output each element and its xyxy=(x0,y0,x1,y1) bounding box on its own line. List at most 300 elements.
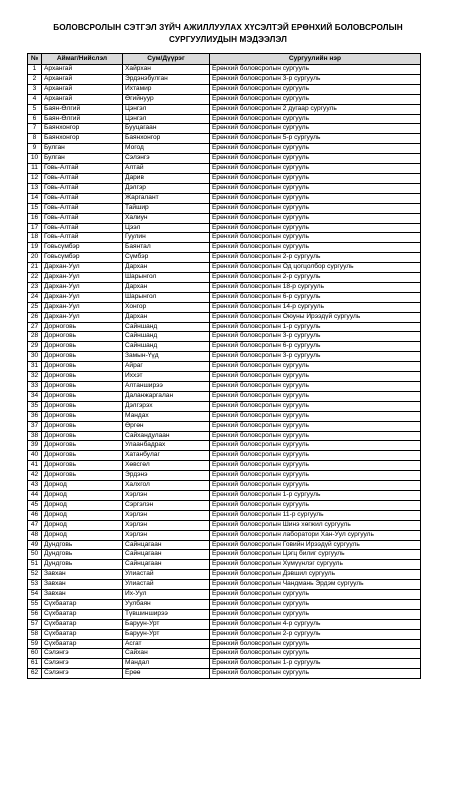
row-sum: Өргөн xyxy=(123,421,210,431)
row-sum: Сэлэнгэ xyxy=(123,154,210,164)
table-row xyxy=(28,193,421,203)
row-school-name: Ерөнхий боловсролын 18-р сургууль xyxy=(210,282,421,292)
row-school-name: Ерөнхий боловсролын сургууль xyxy=(210,649,421,659)
row-sum: Цэнгэл xyxy=(123,114,210,124)
row-sum: Дархан xyxy=(123,282,210,292)
row-school-name: Ерөнхий боловсролын Говийн Ирээдүй сургууль xyxy=(210,540,421,550)
row-number: 13 xyxy=(28,183,42,193)
row-aimag: Архангай xyxy=(42,65,123,75)
row-sum: Хатанбулаг xyxy=(123,451,210,461)
row-sum: Хэрлэн xyxy=(123,530,210,540)
row-number: 30 xyxy=(28,352,42,362)
table-row xyxy=(28,411,421,421)
row-aimag: Говь-Алтай xyxy=(42,233,123,243)
row-school-name: Ерөнхий боловсролын сургууль xyxy=(210,223,421,233)
row-sum: Хэрлэн xyxy=(123,510,210,520)
row-sum: Дарив xyxy=(123,173,210,183)
row-sum: Сэргэлэн xyxy=(123,500,210,510)
table-row xyxy=(28,391,421,401)
row-sum: Сүмбэр xyxy=(123,253,210,263)
row-number: 31 xyxy=(28,362,42,372)
row-sum: Дэлгэр xyxy=(123,183,210,193)
row-aimag: Дорноговь xyxy=(42,391,123,401)
row-number: 22 xyxy=(28,273,42,283)
row-number: 2 xyxy=(28,74,42,84)
table-row xyxy=(28,65,421,75)
table-row xyxy=(28,649,421,659)
table-row xyxy=(28,401,421,411)
row-school-name: Ерөнхий боловсролын 4-р сургууль xyxy=(210,619,421,629)
row-sum: Эрдэнэбулган xyxy=(123,74,210,84)
row-sum: Сайнцагаан xyxy=(123,560,210,570)
row-school-name: Ерөнхий боловсролын 5-р сургууль xyxy=(210,134,421,144)
row-school-name: Ерөнхий боловсролын 2-р сургууль xyxy=(210,629,421,639)
row-aimag: Булган xyxy=(42,144,123,154)
table-row xyxy=(28,362,421,372)
row-sum: Даланжаргалан xyxy=(123,391,210,401)
row-number: 9 xyxy=(28,144,42,154)
table-row xyxy=(28,609,421,619)
table-row xyxy=(28,471,421,481)
row-number: 51 xyxy=(28,560,42,570)
row-school-name: Ерөнхий боловсролын сургууль xyxy=(210,382,421,392)
table-row xyxy=(28,382,421,392)
row-sum: Дэлгэрэх xyxy=(123,401,210,411)
row-school-name: Ерөнхий боловсролын сургууль xyxy=(210,362,421,372)
row-sum: Хэрлэн xyxy=(123,490,210,500)
row-school-name: Ерөнхий боловсролын сургууль xyxy=(210,154,421,164)
row-aimag: Завхан xyxy=(42,580,123,590)
row-number: 38 xyxy=(28,431,42,441)
row-number: 54 xyxy=(28,590,42,600)
row-number: 62 xyxy=(28,669,42,679)
row-aimag: Дорноговь xyxy=(42,352,123,362)
row-aimag: Дорноговь xyxy=(42,441,123,451)
row-number: 15 xyxy=(28,203,42,213)
row-number: 1 xyxy=(28,65,42,75)
row-aimag: Дундговь xyxy=(42,560,123,570)
row-number: 55 xyxy=(28,599,42,609)
row-number: 34 xyxy=(28,391,42,401)
table-row xyxy=(28,451,421,461)
row-aimag: Дорноговь xyxy=(42,332,123,342)
table-row xyxy=(28,134,421,144)
row-aimag: Сүхбаатар xyxy=(42,629,123,639)
row-school-name: Ерөнхий боловсролын 6-р сургууль xyxy=(210,292,421,302)
row-aimag: Архангай xyxy=(42,94,123,104)
row-school-name: Ерөнхий боловсролын сургууль xyxy=(210,65,421,75)
table-row xyxy=(28,263,421,273)
row-school-name: Ерөнхий боловсролын сургууль xyxy=(210,372,421,382)
row-sum: Эрдэнэ xyxy=(123,471,210,481)
table-row xyxy=(28,659,421,669)
row-number: 29 xyxy=(28,342,42,352)
row-school-name: Ерөнхий боловсролын сургууль xyxy=(210,193,421,203)
row-aimag: Дундговь xyxy=(42,540,123,550)
row-aimag: Говьсүмбэр xyxy=(42,243,123,253)
row-sum: Сайхандулаан xyxy=(123,431,210,441)
row-school-name: Ерөнхий боловсролын сургууль xyxy=(210,213,421,223)
row-aimag: Дорноговь xyxy=(42,421,123,431)
table-row xyxy=(28,560,421,570)
row-number: 3 xyxy=(28,84,42,94)
row-aimag: Архангай xyxy=(42,74,123,84)
row-school-name: Ерөнхий боловсролын сургууль xyxy=(210,421,421,431)
table-row xyxy=(28,481,421,491)
row-aimag: Сүхбаатар xyxy=(42,639,123,649)
table-row xyxy=(28,84,421,94)
row-sum: Алтанширээ xyxy=(123,382,210,392)
table-row xyxy=(28,203,421,213)
row-number: 16 xyxy=(28,213,42,223)
table-row xyxy=(28,322,421,332)
row-school-name: Ерөнхий боловсролын 14-р сургууль xyxy=(210,302,421,312)
row-number: 5 xyxy=(28,104,42,114)
row-sum: Мандах xyxy=(123,411,210,421)
row-number: 40 xyxy=(28,451,42,461)
row-sum: Цэнгэл xyxy=(123,104,210,114)
row-aimag: Дархан-Уул xyxy=(42,282,123,292)
table-row xyxy=(28,441,421,451)
row-number: 60 xyxy=(28,649,42,659)
row-number: 48 xyxy=(28,530,42,540)
row-aimag: Дорноговь xyxy=(42,451,123,461)
row-aimag: Сэлэнгэ xyxy=(42,669,123,679)
row-school-name: Ерөнхий боловсролын сургууль xyxy=(210,669,421,679)
row-sum: Халиун xyxy=(123,213,210,223)
row-aimag: Баянхонгор xyxy=(42,134,123,144)
table-row xyxy=(28,352,421,362)
row-aimag: Сүхбаатар xyxy=(42,619,123,629)
table-row xyxy=(28,530,421,540)
row-school-name: Ерөнхий боловсролын сургууль xyxy=(210,173,421,183)
row-sum: Шарынгол xyxy=(123,292,210,302)
title-line-1: БОЛОВСРОЛЫН СЭТГЭЛ ЗҮЙЧ АЖИЛЛУУЛАХ ХҮСЭЛТЭЙ ЕРӨНХИЙ БОЛОВСРОЛЫН xyxy=(53,23,403,32)
row-school-name: Ерөнхий боловсролын 1-р сургууль xyxy=(210,322,421,332)
table-row xyxy=(28,302,421,312)
table-row xyxy=(28,461,421,471)
table-row xyxy=(28,669,421,679)
row-aimag: Дорноговь xyxy=(42,431,123,441)
row-number: 44 xyxy=(28,490,42,500)
row-aimag: Дорноговь xyxy=(42,461,123,471)
table-row xyxy=(28,124,421,134)
row-sum: Хөвсгөл xyxy=(123,461,210,471)
table-row xyxy=(28,619,421,629)
row-sum: Алтай xyxy=(123,164,210,174)
table-row xyxy=(28,223,421,233)
row-school-name: Ерөнхий боловсролын Чандмань Эрдэм сургууль xyxy=(210,580,421,590)
table-row xyxy=(28,332,421,342)
row-school-name: Ерөнхий боловсролын Цэгц билиг сургууль xyxy=(210,550,421,560)
table-row xyxy=(28,292,421,302)
row-aimag: Говь-Алтай xyxy=(42,213,123,223)
table-row xyxy=(28,570,421,580)
row-school-name: Ерөнхий боловсролын сургууль xyxy=(210,401,421,411)
row-aimag: Говь-Алтай xyxy=(42,164,123,174)
row-sum: Сайншанд xyxy=(123,332,210,342)
table-row xyxy=(28,213,421,223)
row-school-name: Ерөнхий боловсролын сургууль xyxy=(210,590,421,600)
row-school-name: Ерөнхий боловсролын 1-р сургууль xyxy=(210,659,421,669)
row-aimag: Дархан-Уул xyxy=(42,263,123,273)
row-sum: Түвшинширээ xyxy=(123,609,210,619)
row-number: 20 xyxy=(28,253,42,263)
row-sum: Уулбаян xyxy=(123,599,210,609)
row-sum: Сайнцагаан xyxy=(123,550,210,560)
row-aimag: Дархан-Уул xyxy=(42,302,123,312)
row-aimag: Дорнод xyxy=(42,481,123,491)
row-school-name: Ерөнхий боловсролын сургууль xyxy=(210,124,421,134)
table-row xyxy=(28,342,421,352)
row-number: 26 xyxy=(28,312,42,322)
row-number: 59 xyxy=(28,639,42,649)
table-row xyxy=(28,510,421,520)
table-row xyxy=(28,599,421,609)
row-number: 25 xyxy=(28,302,42,312)
row-sum: Улиастай xyxy=(123,580,210,590)
row-aimag: Дорноговь xyxy=(42,401,123,411)
row-school-name: Ерөнхий боловсролын сургууль xyxy=(210,471,421,481)
table-row xyxy=(28,164,421,174)
table-row xyxy=(28,520,421,530)
row-aimag: Дорноговь xyxy=(42,362,123,372)
table-row xyxy=(28,144,421,154)
row-number: 24 xyxy=(28,292,42,302)
row-school-name: Ерөнхий боловсролын сургууль xyxy=(210,461,421,471)
row-school-name: Ерөнхий боловсролын сургууль xyxy=(210,164,421,174)
row-sum: Улаанбадрах xyxy=(123,441,210,451)
row-number: 21 xyxy=(28,263,42,273)
row-number: 19 xyxy=(28,243,42,253)
row-number: 47 xyxy=(28,520,42,530)
row-number: 37 xyxy=(28,421,42,431)
row-number: 33 xyxy=(28,382,42,392)
row-sum: Дархан xyxy=(123,312,210,322)
row-aimag: Дорноговь xyxy=(42,372,123,382)
row-school-name: Ерөнхий боловсролын Хүмүүнлэг сургууль xyxy=(210,560,421,570)
row-number: 52 xyxy=(28,570,42,580)
row-sum: Замын-Үүд xyxy=(123,352,210,362)
table-header-row xyxy=(28,54,421,65)
row-school-name: Ерөнхий боловсролын сургууль xyxy=(210,609,421,619)
row-sum: Мандал xyxy=(123,659,210,669)
table-row xyxy=(28,243,421,253)
row-school-name: Ерөнхий боловсролын сургууль xyxy=(210,84,421,94)
row-aimag: Сэлэнгэ xyxy=(42,649,123,659)
row-school-name: Ерөнхий боловсролын сургууль xyxy=(210,94,421,104)
row-school-name: Ерөнхий боловсролын Дэвшил сургууль xyxy=(210,570,421,580)
row-aimag: Говьсүмбэр xyxy=(42,253,123,263)
row-sum: Тайшир xyxy=(123,203,210,213)
row-school-name: Ерөнхий боловсролын сургууль xyxy=(210,391,421,401)
row-number: 11 xyxy=(28,164,42,174)
row-number: 58 xyxy=(28,629,42,639)
row-aimag: Дорноговь xyxy=(42,342,123,352)
row-school-name: Ерөнхий боловсролын сургууль xyxy=(210,431,421,441)
row-aimag: Дорнод xyxy=(42,490,123,500)
row-number: 50 xyxy=(28,550,42,560)
table-row xyxy=(28,312,421,322)
row-school-name: Ерөнхий боловсролын сургууль xyxy=(210,233,421,243)
row-school-name: Ерөнхий боловсролын 2-р сургууль xyxy=(210,273,421,283)
row-school-name: Ерөнхий боловсролын сургууль xyxy=(210,243,421,253)
row-school-name: Ерөнхий боловсролын 2-р сургууль xyxy=(210,253,421,263)
row-aimag: Баянхонгор xyxy=(42,124,123,134)
table-row xyxy=(28,253,421,263)
row-number: 17 xyxy=(28,223,42,233)
row-aimag: Дундговь xyxy=(42,550,123,560)
table-row xyxy=(28,590,421,600)
header-number: № xyxy=(28,54,42,65)
row-number: 61 xyxy=(28,659,42,669)
row-sum: Баруун-Урт xyxy=(123,629,210,639)
header-school-name: Сургуулийн нэр xyxy=(210,54,421,65)
row-school-name: Ерөнхий боловсролын лаборатори Хан-Уул сургууль xyxy=(210,530,421,540)
table-row xyxy=(28,114,421,124)
row-sum: Цээл xyxy=(123,223,210,233)
row-number: 23 xyxy=(28,282,42,292)
row-school-name: Ерөнхий боловсролын сургууль xyxy=(210,203,421,213)
row-school-name: Ерөнхий боловсролын сургууль xyxy=(210,500,421,510)
table-row xyxy=(28,104,421,114)
row-aimag: Сүхбаатар xyxy=(42,609,123,619)
row-number: 45 xyxy=(28,500,42,510)
row-number: 6 xyxy=(28,114,42,124)
table-row xyxy=(28,580,421,590)
row-sum: Өгийнуур xyxy=(123,94,210,104)
row-number: 42 xyxy=(28,471,42,481)
row-school-name: Ерөнхий боловсролын 6-р сургууль xyxy=(210,342,421,352)
row-number: 36 xyxy=(28,411,42,421)
row-sum: Асгат xyxy=(123,639,210,649)
row-school-name: Ерөнхий боловсролын 1-р сургууль xyxy=(210,490,421,500)
row-number: 32 xyxy=(28,372,42,382)
table-row xyxy=(28,233,421,243)
row-aimag: Говь-Алтай xyxy=(42,173,123,183)
row-sum: Баруун-Урт xyxy=(123,619,210,629)
row-number: 43 xyxy=(28,481,42,491)
row-school-name: Ерөнхий боловсролын сургууль xyxy=(210,599,421,609)
row-number: 46 xyxy=(28,510,42,520)
table-row xyxy=(28,500,421,510)
row-aimag: Дорнод xyxy=(42,500,123,510)
row-number: 18 xyxy=(28,233,42,243)
row-school-name: Ерөнхий боловсролын 3-р сургууль xyxy=(210,352,421,362)
table-row xyxy=(28,639,421,649)
row-school-name: Ерөнхий боловсролын сургууль xyxy=(210,451,421,461)
header-aimag: Аймаг/Нийслэл xyxy=(42,54,123,65)
row-school-name: Ерөнхий боловсролын сургууль xyxy=(210,639,421,649)
row-school-name: Ерөнхий боловсролын Од цогцолбор сургууль xyxy=(210,263,421,273)
row-sum: Баянхонгор xyxy=(123,134,210,144)
row-sum: Гуулин xyxy=(123,233,210,243)
row-sum: Сайншанд xyxy=(123,322,210,332)
row-sum: Шарынгол xyxy=(123,273,210,283)
row-sum: Сайнцагаан xyxy=(123,540,210,550)
row-aimag: Завхан xyxy=(42,590,123,600)
row-aimag: Говь-Алтай xyxy=(42,193,123,203)
table-body xyxy=(28,65,421,679)
row-number: 7 xyxy=(28,124,42,134)
document-title xyxy=(0,22,456,46)
row-aimag: Завхан xyxy=(42,570,123,580)
row-number: 12 xyxy=(28,173,42,183)
row-aimag: Архангай xyxy=(42,84,123,94)
row-sum: Сайхан xyxy=(123,649,210,659)
row-aimag: Дорноговь xyxy=(42,322,123,332)
row-sum: Хэрлэн xyxy=(123,520,210,530)
table-row xyxy=(28,372,421,382)
table-row xyxy=(28,629,421,639)
row-sum: Хайрхан xyxy=(123,65,210,75)
row-sum: Жаргалант xyxy=(123,193,210,203)
row-school-name: Ерөнхий боловсролын Шинэ хөгжил сургууль xyxy=(210,520,421,530)
row-school-name: Ерөнхий боловсролын 2 дугаар сургууль xyxy=(210,104,421,114)
row-school-name: Ерөнхий боловсролын сургууль xyxy=(210,144,421,154)
row-school-name: Ерөнхий боловсролын 11-р сургууль xyxy=(210,510,421,520)
row-number: 57 xyxy=(28,619,42,629)
table-row xyxy=(28,273,421,283)
table-row xyxy=(28,421,421,431)
row-sum: Халхгол xyxy=(123,481,210,491)
row-aimag: Баян-Өлгий xyxy=(42,114,123,124)
row-aimag: Сүхбаатар xyxy=(42,599,123,609)
row-number: 4 xyxy=(28,94,42,104)
table-row xyxy=(28,282,421,292)
row-aimag: Дархан-Уул xyxy=(42,292,123,302)
row-number: 39 xyxy=(28,441,42,451)
row-aimag: Баян-Өлгий xyxy=(42,104,123,114)
table-row xyxy=(28,490,421,500)
row-number: 8 xyxy=(28,134,42,144)
table-row xyxy=(28,154,421,164)
row-sum: Айраг xyxy=(123,362,210,372)
row-aimag: Дорнод xyxy=(42,530,123,540)
row-number: 28 xyxy=(28,332,42,342)
row-number: 14 xyxy=(28,193,42,203)
table-row xyxy=(28,550,421,560)
row-number: 35 xyxy=(28,401,42,411)
row-sum: Ихтамир xyxy=(123,84,210,94)
row-number: 27 xyxy=(28,322,42,332)
row-sum: Хонгор xyxy=(123,302,210,312)
row-aimag: Дорноговь xyxy=(42,382,123,392)
row-aimag: Дорноговь xyxy=(42,471,123,481)
row-sum: Баянтал xyxy=(123,243,210,253)
row-aimag: Говь-Алтай xyxy=(42,183,123,193)
row-aimag: Сэлэнгэ xyxy=(42,659,123,669)
table-row xyxy=(28,183,421,193)
row-school-name: Ерөнхий боловсролын сургууль xyxy=(210,114,421,124)
table-row xyxy=(28,94,421,104)
row-number: 10 xyxy=(28,154,42,164)
row-school-name: Ерөнхий боловсролын Оюуны Ирээдүй сургууль xyxy=(210,312,421,322)
row-aimag: Дорнод xyxy=(42,510,123,520)
row-sum: Сайншанд xyxy=(123,342,210,352)
table-row xyxy=(28,173,421,183)
row-school-name: Ерөнхий боловсролын 3-р сургууль xyxy=(210,332,421,342)
row-sum: Иххэт xyxy=(123,372,210,382)
row-sum: Ерөө xyxy=(123,669,210,679)
schools-table xyxy=(27,53,421,679)
row-sum: Могод xyxy=(123,144,210,154)
row-aimag: Дорноговь xyxy=(42,411,123,421)
row-aimag: Дархан-Уул xyxy=(42,312,123,322)
row-school-name: Ерөнхий боловсролын сургууль xyxy=(210,481,421,491)
row-number: 56 xyxy=(28,609,42,619)
row-aimag: Дархан-Уул xyxy=(42,273,123,283)
